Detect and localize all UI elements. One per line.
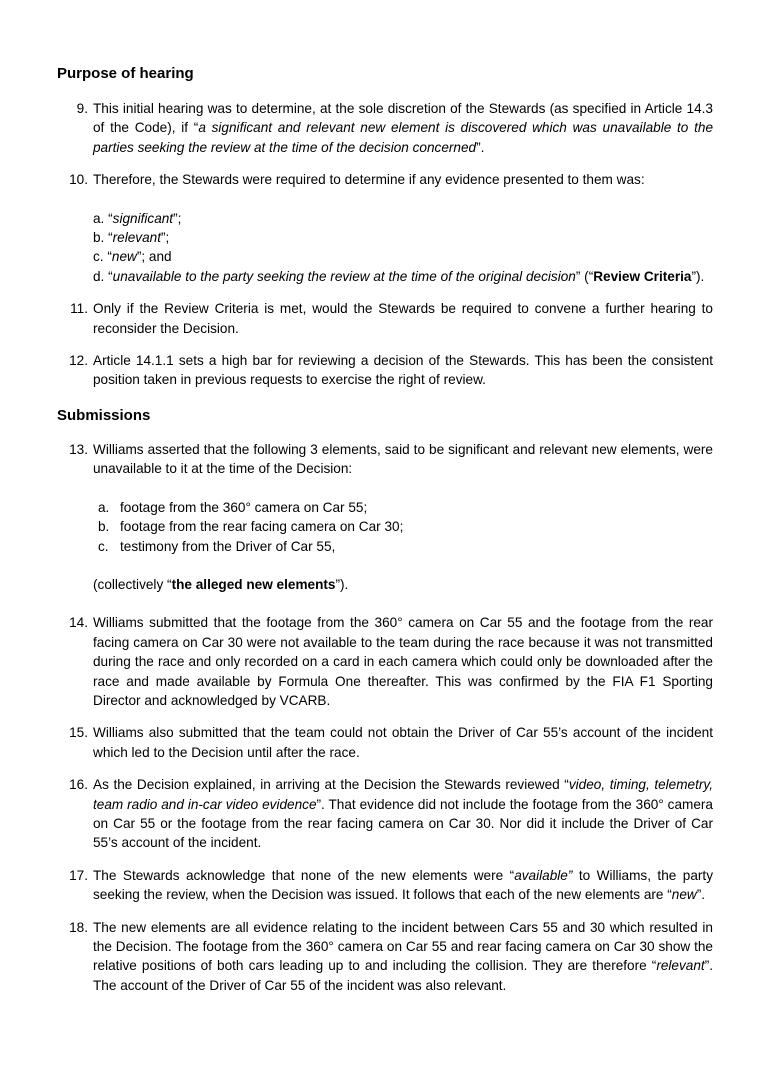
element-item-b-text: footage from the rear facing camera on Car 30; bbox=[120, 519, 404, 535]
paragraph-13 bbox=[69, 440, 713, 479]
element-item-c-text: testimony from the Driver of Car 55, bbox=[120, 538, 336, 554]
paragraph-9-number: 9. bbox=[76, 101, 88, 116]
criteria-item-c: c. “new”; and bbox=[93, 249, 172, 265]
paragraph-9 bbox=[76, 99, 713, 157]
criteria-item-d: d. “unavailable to the party seeking the review at the time of the original decision” (“Review Criteria”). bbox=[93, 268, 705, 284]
paragraph-14-number: 14. bbox=[69, 615, 88, 631]
paragraph-17-number: 17. bbox=[69, 867, 88, 883]
criteria-item-b: b. “relevant”; bbox=[93, 230, 170, 246]
paragraph-15-number: 15. bbox=[69, 725, 88, 741]
paragraph-16 bbox=[69, 775, 713, 853]
element-item-b-letter: b. bbox=[98, 519, 110, 535]
paragraph-17 bbox=[69, 866, 713, 905]
element-item-a bbox=[98, 498, 713, 517]
paragraph-13-number: 13. bbox=[69, 441, 88, 457]
paragraph-9-text: This initial hearing was to determine, at the sole discretion of the Stewards (as specified in Article 14.3 of the Code), if “a significant and relevant new element is discovered which was unavailable to the parties seeking the review at the time of the decision concerned”. bbox=[93, 101, 713, 155]
paragraph-12-text: Article 14.1.1 sets a high bar for reviewing a decision of the Stewards. This has been the consistent position taken in previous requests to exercise the right of review. bbox=[93, 353, 713, 388]
paragraph-18-number: 18. bbox=[69, 919, 88, 935]
paragraph-16-text: As the Decision explained, in arriving at the Decision the Stewards reviewed “video, timing, telemetry, team radio and in-car video evidence”. That evidence did not include the footage from the 360° camera on Car 55 or the footage from the rear facing camera on Car 30. Nor did it include the Driver of Car 55’s account of the incident. bbox=[93, 777, 713, 851]
paragraph-13-text: Williams asserted that the following 3 elements, said to be significant and relevant new elements, were unavailable to it at the time of the Decision: bbox=[93, 441, 713, 477]
paragraph-10 bbox=[69, 170, 713, 189]
element-item-c bbox=[98, 537, 713, 556]
element-item-a-letter: a. bbox=[98, 499, 110, 515]
paragraph-12-number: 12. bbox=[69, 353, 88, 369]
heading-submissions: Submissions bbox=[57, 406, 151, 424]
heading-purpose-of-hearing: Purpose of hearing bbox=[57, 65, 194, 82]
paragraph-17-text: The Stewards acknowledge that none of the new elements were “available” to Williams, the party seeking the review, when the Decision was issued. It follows that each of the new elements are “new”. bbox=[93, 867, 713, 903]
paragraph-11-text: Only if the Review Criteria is met, would the Stewards be required to convene a further hearing to reconsider the Decision. bbox=[93, 301, 713, 336]
element-item-a-text: footage from the 360° camera on Car 55; bbox=[120, 499, 368, 515]
paragraph-15 bbox=[69, 723, 713, 762]
paragraph-18 bbox=[69, 918, 713, 996]
paragraph-10-number: 10. bbox=[69, 172, 88, 188]
alleged-elements-list bbox=[93, 498, 713, 556]
collectively-note: (collectively “the alleged new elements”). bbox=[93, 576, 349, 592]
paragraph-18-text: The new elements are all evidence relating to the incident between Cars 55 and 30 which resulted in the Decision. The footage from the 360° camera on Car 55 and rear facing camera on Car 30 show the relative positions of both cars leading up to and including the collision. They are therefore “relevant”. The account of the Driver of Car 55 of the incident was also relevant. bbox=[93, 919, 713, 993]
paragraph-10-text: Therefore, the Stewards were required to determine if any evidence presented to them was: bbox=[93, 172, 645, 188]
element-item-b bbox=[98, 517, 713, 536]
paragraph-16-number: 16. bbox=[69, 777, 88, 793]
paragraph-15-text: Williams also submitted that the team could not obtain the Driver of Car 55’s account of the incident which led to the Decision until after the race. bbox=[93, 725, 713, 760]
element-item-c-letter: c. bbox=[98, 538, 109, 554]
paragraph-14-text: Williams submitted that the footage from the 360° camera on Car 55 and the footage from the rear facing camera on Car 30 were not available to the team during the race because it was not transmitted during the race and only recorded on a card in each camera which could only be downloaded after the race and made available by Formula One thereafter. This was confirmed by the FIA F1 Sporting Director and acknowledged by VCARB. bbox=[93, 615, 713, 708]
paragraph-11 bbox=[70, 299, 713, 338]
paragraph-12 bbox=[69, 351, 713, 390]
paragraph-14 bbox=[69, 613, 713, 710]
review-criteria-list bbox=[93, 209, 713, 287]
paragraph-11-number: 11. bbox=[70, 301, 88, 317]
criteria-item-a: a. “significant”; bbox=[93, 210, 182, 226]
